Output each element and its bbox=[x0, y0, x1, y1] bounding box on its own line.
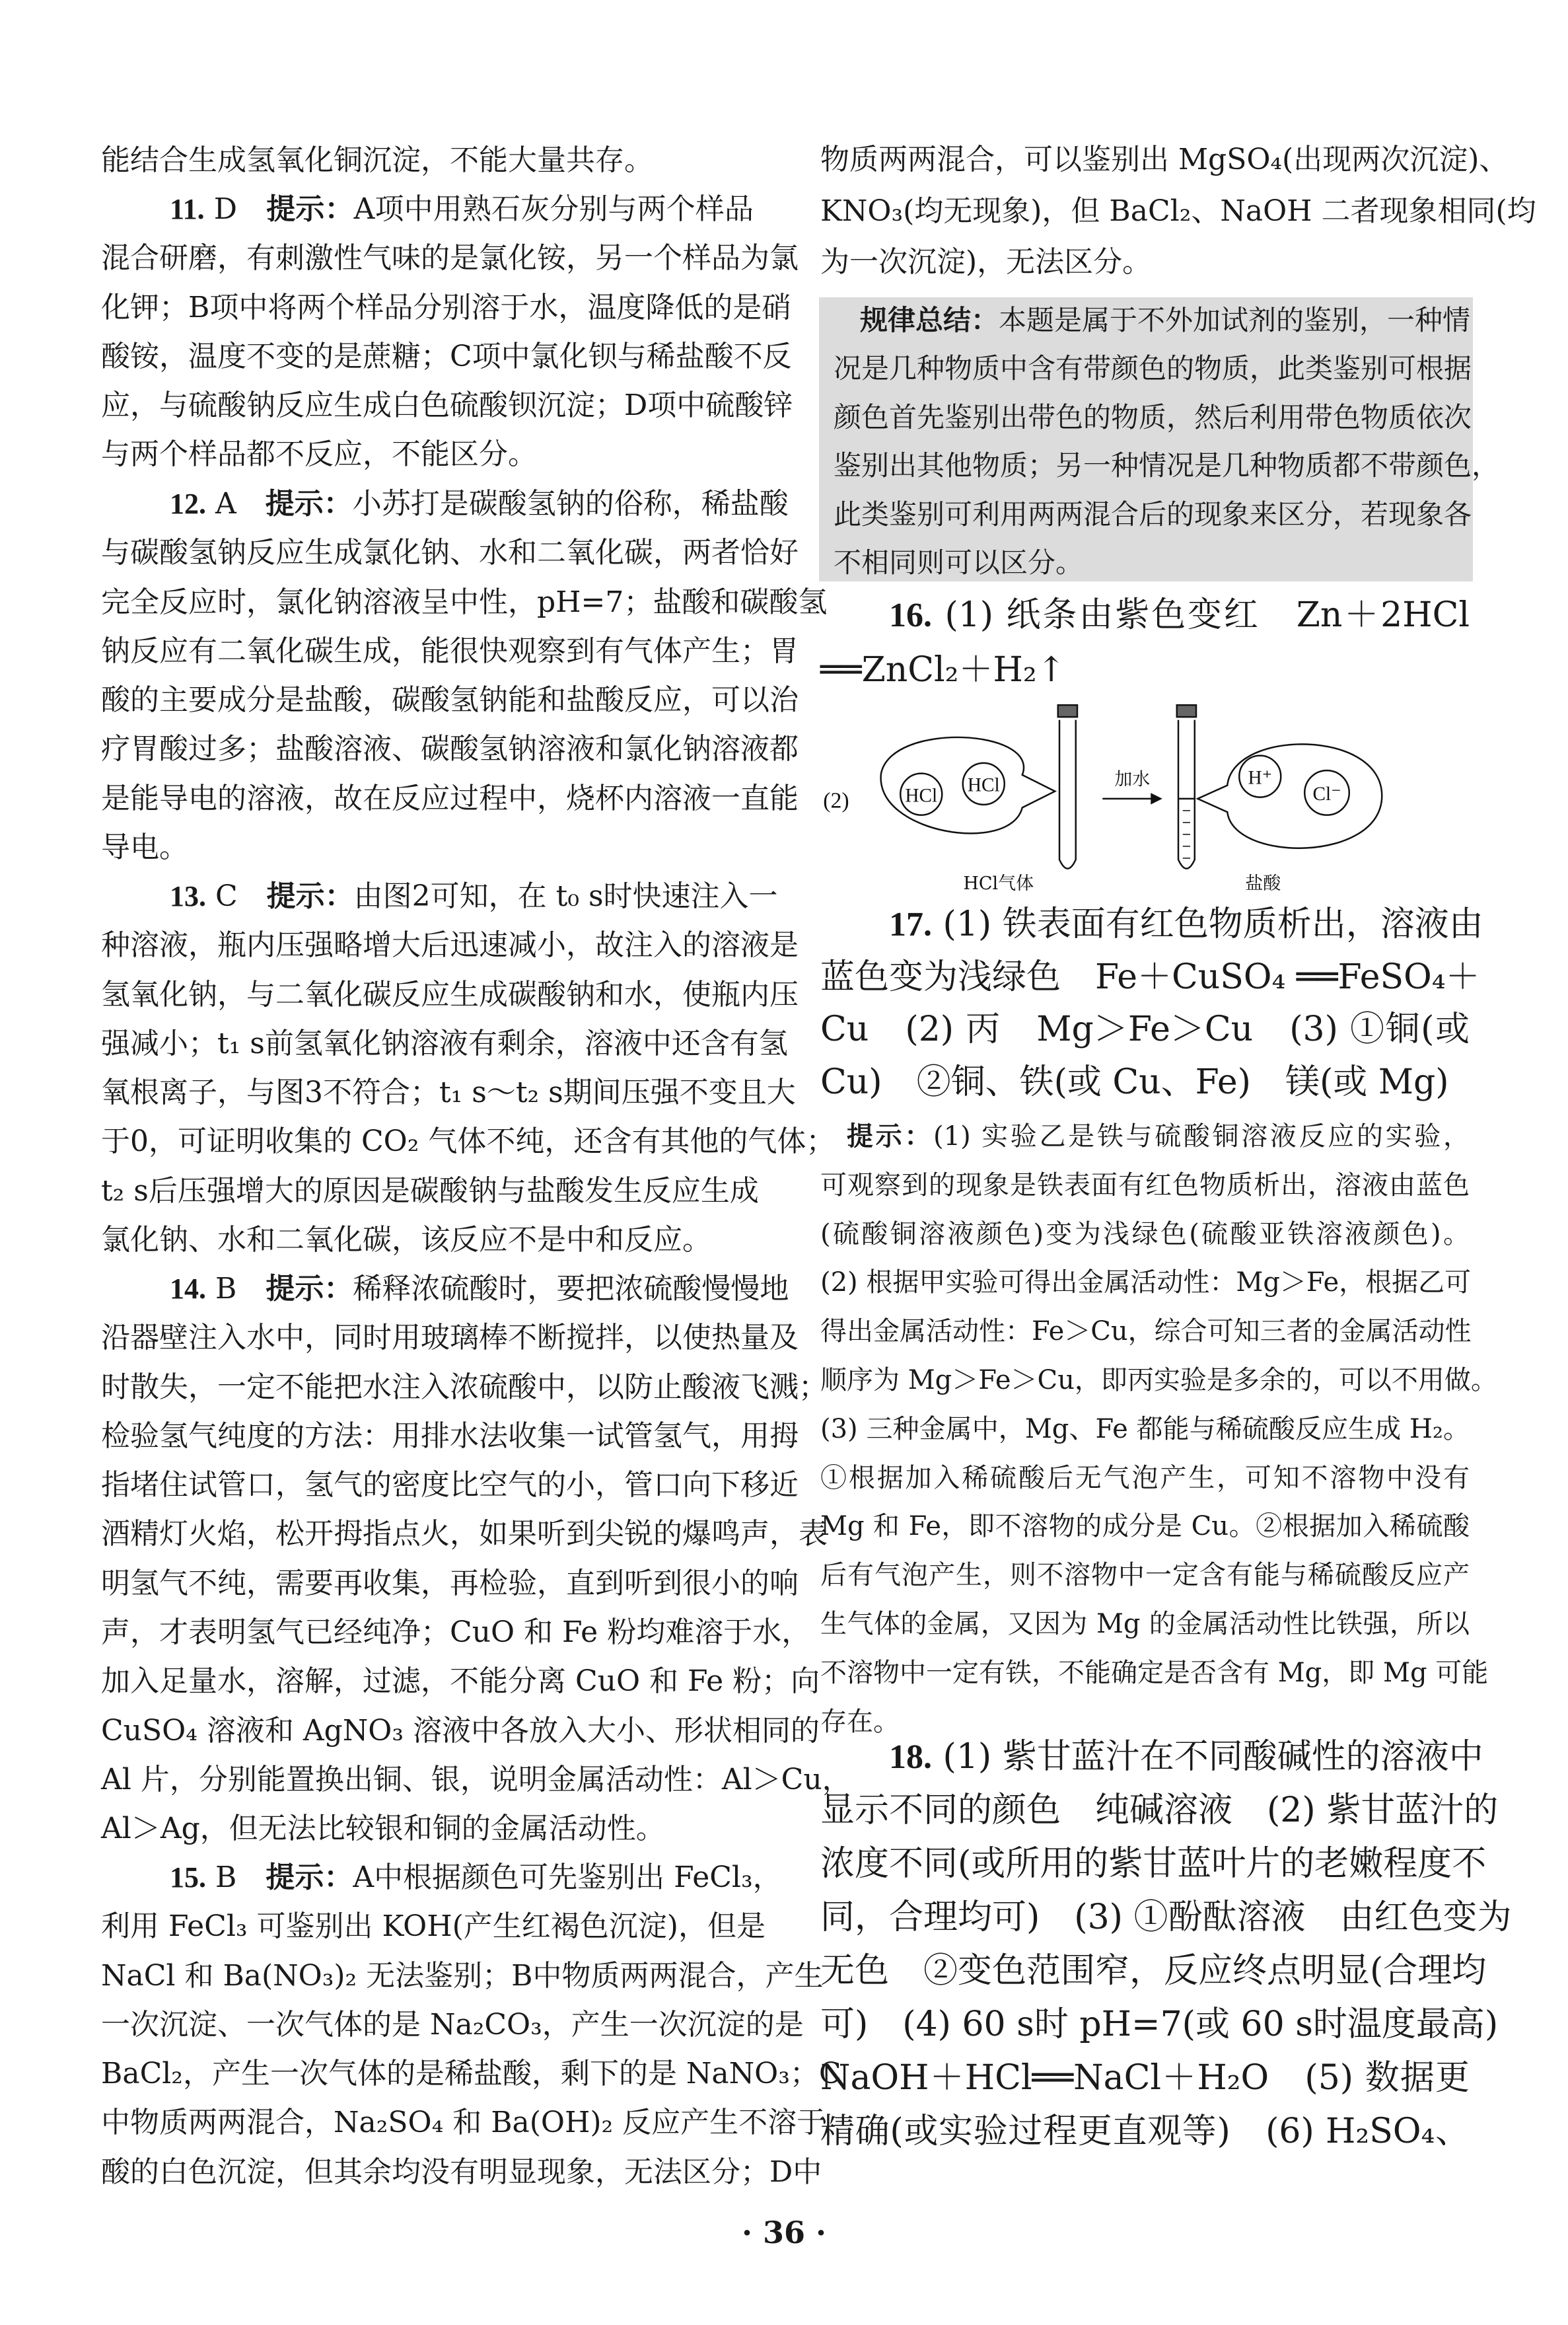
text-line bbox=[101, 1019, 788, 1068]
text-line bbox=[820, 1259, 1470, 1308]
text-line bbox=[101, 1461, 799, 1510]
solution-test-tube bbox=[1177, 705, 1196, 869]
text-line bbox=[101, 1608, 811, 1657]
text-line bbox=[820, 1454, 1470, 1503]
text-line bbox=[101, 1804, 754, 1853]
text-line bbox=[101, 1755, 851, 1804]
text-line bbox=[820, 1730, 1483, 1784]
text-line bbox=[101, 2148, 822, 2197]
text-line bbox=[101, 676, 799, 725]
line-text: Cu (2) 丙 Mg＞Fe＞Cu (3) ①铜(或 bbox=[820, 1010, 1470, 1049]
q13-block bbox=[101, 872, 836, 1265]
line-text: 利用 FeCl₃ 可鉴别出 KOH(产生红褐色沉淀)，但是 bbox=[101, 1909, 766, 1944]
line-text: A项中用熟石灰分别与两个样品 bbox=[353, 192, 754, 226]
line-text: 可观察到的现象是铁表面有红色物质析出，溶液由蓝色 bbox=[820, 1169, 1470, 1200]
answer-letter: A bbox=[215, 487, 236, 521]
line-text: t₂ s后压强增大的原因是碳酸钠与盐酸发生反应生成 bbox=[101, 1173, 759, 1208]
text-line bbox=[101, 1902, 766, 1951]
line-text: 可) (4) 60 s时 pH=7(或 60 s时温度最高) bbox=[820, 2005, 1499, 2044]
text-line bbox=[101, 1412, 799, 1461]
line-text: 浓度不同(或所用的紫甘蓝叶片的老嫩程度不 bbox=[820, 1844, 1487, 1884]
hint-label: 提示： bbox=[847, 1121, 934, 1152]
line-text: 沿器壁注入水中，同时用玻璃棒不断搅拌，以使热量及 bbox=[101, 1321, 799, 1355]
text-line bbox=[834, 344, 1472, 392]
line-text: 为一次沉淀)，无法区分。 bbox=[820, 245, 1152, 279]
text-line bbox=[101, 725, 799, 774]
question-number: 14. bbox=[170, 1273, 206, 1305]
q15-block bbox=[101, 1853, 841, 2197]
line-text: 稀释浓硫酸时，要把浓硫酸慢慢地 bbox=[353, 1272, 789, 1306]
q17-block bbox=[820, 899, 1483, 1109]
line-text: 得出金属活动性：Fe＞Cu，综合可知三者的金属活动性 bbox=[820, 1316, 1472, 1347]
q16-block bbox=[820, 588, 1470, 698]
arrow-label: 加水 bbox=[1114, 769, 1151, 790]
line-text: (2) 根据甲实验可得出金属活动性：Mg＞Fe，根据乙可 bbox=[820, 1267, 1472, 1298]
text-line bbox=[101, 578, 828, 627]
line-text: 于0，可证明收集的 CO₂ 气体不纯，还含有其他的气体； bbox=[101, 1125, 836, 1159]
text-line bbox=[101, 1952, 824, 2001]
text-line bbox=[820, 1210, 1470, 1259]
text-line bbox=[101, 1510, 828, 1559]
line-text: 是能导电的溶液，故在反应过程中，烧杯内溶液一直能 bbox=[101, 781, 799, 815]
line-text: Al＞Ag，但无法比较银和铜的金属活动性。 bbox=[101, 1812, 665, 1846]
text-line bbox=[101, 1853, 782, 1902]
text-line bbox=[101, 185, 754, 234]
line-text: 钠反应有二氧化碳生成，能很快观察到有气体产生；胃 bbox=[101, 634, 799, 668]
line-text: 蓝色变为浅绿色 Fe＋CuSO₄ ══FeSO₄＋ bbox=[820, 957, 1480, 997]
line-text: (硫酸铜溶液颜色)变为浅绿色(硫酸亚铁溶液颜色)。 bbox=[820, 1218, 1470, 1249]
text-line bbox=[820, 1162, 1470, 1210]
text-line bbox=[101, 1707, 820, 1755]
text-line bbox=[101, 2001, 804, 2049]
line-text: 酒精灯火焰，松开拇指点火，如果听到尖锐的爆鸣声，表 bbox=[101, 1517, 828, 1551]
line-text: 显示不同的颜色 纯碱溶液 (2) 紫甘蓝汁的 bbox=[820, 1790, 1499, 1830]
line-text: 强减小；t₁ s前氢氧化钠溶液有剩余，溶液中还含有氢 bbox=[101, 1026, 788, 1060]
text-line bbox=[101, 136, 754, 185]
text-line bbox=[820, 186, 1536, 237]
hint-label: 提示： bbox=[266, 192, 354, 226]
text-line bbox=[820, 1891, 1512, 1944]
q18-block bbox=[820, 1730, 1512, 2159]
line-text: 颜色首先鉴别出带色的物质，然后利用带色物质依次 bbox=[834, 400, 1472, 433]
line-text: 物质两两混合，可以鉴别出 MgSO₄(出现两次沉淀)、 bbox=[820, 143, 1509, 176]
question-number: 12. bbox=[170, 488, 206, 520]
answer-letter: B bbox=[215, 1861, 237, 1894]
hint-label: 提示： bbox=[266, 1861, 353, 1894]
answer-letter: C bbox=[215, 879, 238, 913]
text-line bbox=[820, 134, 1509, 186]
line-text: (1) 实验乙是铁与硫酸铜溶液反应的实验， bbox=[933, 1121, 1470, 1152]
line-text: 氧根离子，与图3不符合；t₁ s～t₂ s期间压强不变且大 bbox=[101, 1076, 796, 1110]
line-text: 完全反应时，氯化钠溶液呈中性，pH=7；盐酸和碳酸氢 bbox=[101, 585, 828, 619]
text-line bbox=[820, 1056, 1470, 1109]
hint-label: 提示： bbox=[266, 879, 354, 913]
text-line bbox=[820, 1784, 1499, 1837]
line-text: 应，与硫酸钠反应生成白色硫酸钡沉淀；D项中硫酸锌 bbox=[101, 388, 793, 423]
text-line bbox=[101, 332, 792, 381]
question-number: 17. bbox=[889, 906, 932, 943]
empty-test-tube bbox=[1058, 705, 1077, 869]
chloride-ion-label: Cl⁻ bbox=[1312, 784, 1341, 805]
intro-block bbox=[101, 136, 754, 185]
text-line bbox=[820, 899, 1483, 951]
line-text: 导电。 bbox=[101, 830, 188, 865]
line-text: 混合研磨，有刺激性气味的是氯化铵，另一个样品为氯 bbox=[101, 241, 799, 276]
line-text: Cu) ②铜、铁(或 Cu、Fe) 镁(或 Mg) bbox=[820, 1062, 1449, 1102]
answer-letter: D bbox=[213, 192, 237, 226]
text-line bbox=[820, 588, 1470, 643]
text-line bbox=[101, 234, 799, 283]
line-text: 中物质两两混合，Na₂SO₄ 和 Ba(OH)₂ 反应产生不溶于 bbox=[101, 2106, 826, 2140]
line-text: 不相同则可以区分。 bbox=[834, 546, 1084, 579]
line-text: 声，才表明氢气已经纯净；CuO 和 Fe 粉均难溶于水， bbox=[101, 1615, 811, 1650]
text-line bbox=[101, 2049, 841, 2098]
right-callout-bubble bbox=[1197, 744, 1382, 848]
line-text: A中根据颜色可先鉴别出 FeCl₃， bbox=[353, 1861, 782, 1894]
line-text: 检验氢气纯度的方法：用排水法收集一试管氢气，用拇 bbox=[101, 1419, 799, 1453]
line-text: 后有气泡产生，则不溶物中一定含有能与稀硫酸反应产 bbox=[820, 1560, 1470, 1591]
line-text: 与两个样品都不反应，不能区分。 bbox=[101, 437, 537, 472]
line-text: 明氢气不纯，需要再收集，再检验，直到听到很小的响 bbox=[101, 1566, 799, 1600]
text-line bbox=[820, 2105, 1470, 2159]
text-line bbox=[820, 1502, 1470, 1551]
text-line bbox=[101, 971, 799, 1019]
text-line bbox=[101, 774, 799, 823]
text-line bbox=[820, 1356, 1497, 1405]
question-number: 13. bbox=[170, 880, 206, 912]
line-text: ══ZnCl₂＋H₂↑ bbox=[820, 650, 1066, 690]
text-line bbox=[820, 237, 1470, 288]
text-line bbox=[834, 538, 1461, 587]
line-text: NaOH＋HCl══NaCl＋H₂O (5) 数据更 bbox=[820, 2058, 1470, 2098]
text-line bbox=[101, 1363, 828, 1412]
question-number: 16. bbox=[889, 597, 932, 634]
page-number: · 36 · bbox=[741, 2215, 827, 2250]
text-line bbox=[820, 1600, 1470, 1649]
text-line bbox=[101, 1559, 799, 1608]
line-text: Mg 和 Fe，即不溶物的成分是 Cu。②根据加入稀硫酸 bbox=[820, 1511, 1470, 1542]
text-line bbox=[101, 1068, 796, 1117]
line-text: NaCl 和 Ba(NO₃)₂ 无法鉴别；B中物质两两混合，产生 bbox=[101, 1958, 824, 1993]
line-text: 氢氧化钠，与二氧化碳反应生成碳酸钠和水，使瓶内压 bbox=[101, 977, 799, 1012]
text-line bbox=[101, 1216, 754, 1265]
hint-label: 规律总结： bbox=[860, 304, 999, 336]
line-text: 时散失，一定不能把水注入浓硫酸中，以防止酸液飞溅； bbox=[101, 1370, 828, 1404]
text-line bbox=[820, 1004, 1470, 1056]
hcl-molecule-label: HCl bbox=[905, 785, 938, 807]
line-text: (1) 纸条由紫色变红 Zn＋2HCl bbox=[944, 595, 1470, 635]
question-number: 11. bbox=[170, 193, 205, 225]
line-text: 精确(或实验过程更直观等) (6) H₂SO₄、 bbox=[820, 2112, 1470, 2151]
text-line bbox=[101, 480, 789, 529]
text-line bbox=[820, 1944, 1487, 1998]
q17-hint-block bbox=[820, 1113, 1497, 1746]
line-text: 疗胃酸过多；盐酸溶液、碳酸氢钠溶液和氯化钠溶液都 bbox=[101, 732, 799, 766]
hint-label: 提示： bbox=[265, 487, 353, 521]
text-line bbox=[101, 823, 754, 872]
line-text: KNO₃(均无现象)，但 BaCl₂、NaOH 二者现象相同(均 bbox=[820, 194, 1536, 228]
text-line bbox=[101, 1117, 836, 1166]
line-text: 顺序为 Mg＞Fe＞Cu，即丙实验是多余的，可以不用做。 bbox=[820, 1364, 1497, 1395]
line-text: 与碳酸氢钠反应生成氯化钠、水和二氧化碳，两者恰好 bbox=[101, 536, 799, 570]
line-text: Al 片，分别能置换出铜、银，说明金属活动性：Al＞Cu， bbox=[101, 1762, 851, 1796]
text-line bbox=[820, 1405, 1470, 1454]
answer-letter: B bbox=[215, 1272, 237, 1306]
hcl-molecule-label: HCl bbox=[967, 774, 1000, 796]
text-line bbox=[820, 1551, 1470, 1600]
text-line bbox=[101, 2098, 826, 2147]
text-line bbox=[834, 393, 1472, 441]
text-line bbox=[101, 529, 799, 577]
line-text: 此类鉴别可利用两两混合后的现象来区分，若现象各 bbox=[834, 498, 1472, 531]
line-text: 况是几种物质中含有带颜色的物质，此类鉴别可根据 bbox=[834, 352, 1472, 385]
text-line bbox=[820, 1308, 1470, 1356]
text-line bbox=[101, 872, 778, 921]
text-line bbox=[101, 921, 799, 970]
q15-cont-block bbox=[820, 134, 1536, 288]
summary-block bbox=[834, 296, 1500, 587]
text-line bbox=[820, 1649, 1489, 1698]
text-line bbox=[834, 296, 1471, 344]
line-text: 本题是属于不外加试剂的鉴别，一种情 bbox=[999, 304, 1471, 336]
hcl-dissolution-diagram bbox=[810, 699, 1404, 900]
diagram-part-label: (2) bbox=[823, 788, 849, 813]
question-number: 15. bbox=[170, 1861, 206, 1894]
line-text: 小苏打是碳酸氢钠的俗称，稀盐酸 bbox=[352, 487, 789, 521]
line-text: BaCl₂，产生一次气体的是稀盐酸，剩下的是 NaNO₃；C bbox=[101, 2057, 841, 2091]
text-line bbox=[101, 381, 793, 430]
text-line bbox=[101, 627, 799, 676]
line-text: 酸铵，温度不变的是蔗糖；C项中氯化钡与稀盐酸不反 bbox=[101, 339, 792, 373]
text-line bbox=[820, 1837, 1487, 1891]
q12-block bbox=[101, 480, 828, 872]
line-text: 指堵住试管口，氢气的密度比空气的小，管口向下移近 bbox=[101, 1468, 799, 1502]
text-line bbox=[834, 490, 1472, 538]
line-text: 同，合理均可) (3) ①酚酞溶液 由红色变为 bbox=[820, 1898, 1512, 1937]
text-line bbox=[820, 951, 1480, 1004]
text-line bbox=[101, 1167, 759, 1216]
text-line bbox=[820, 1113, 1470, 1162]
text-line bbox=[820, 1998, 1499, 2051]
text-line bbox=[101, 430, 754, 479]
text-line bbox=[101, 1657, 820, 1706]
text-line bbox=[101, 283, 791, 332]
line-text: 种溶液，瓶内压强略增大后迅速减小，故注入的溶液是 bbox=[101, 928, 799, 963]
question-number: 18. bbox=[889, 1738, 932, 1776]
line-text: 由图2可知，在 t₀ s时快速注入一 bbox=[353, 879, 778, 913]
line-text: 存在。 bbox=[820, 1706, 900, 1737]
hcl-gas-caption: HCl气体 bbox=[963, 873, 1034, 895]
line-text: (3) 三种金属中，Mg、Fe 都能与稀硫酸反应生成 H₂。 bbox=[820, 1413, 1470, 1444]
line-text: (1) 铁表面有红色物质析出，溶液由 bbox=[943, 904, 1483, 944]
text-line bbox=[820, 643, 1470, 698]
text-line bbox=[820, 2051, 1470, 2105]
hydrochloric-acid-caption: 盐酸 bbox=[1245, 873, 1281, 895]
text-line bbox=[101, 1313, 799, 1362]
q11-block bbox=[101, 185, 799, 480]
line-text: 加入足量水，溶解，过滤，不能分离 CuO 和 Fe 粉；向 bbox=[101, 1664, 820, 1699]
line-text: ①根据加入稀硫酸后无气泡产生，可知不溶物中没有 bbox=[820, 1462, 1470, 1493]
line-text: 能结合生成氢氧化铜沉淀，不能大量共存。 bbox=[101, 143, 653, 177]
line-text: 一次沉淀、一次气体的是 Na₂CO₃，产生一次沉淀的是 bbox=[101, 2007, 804, 2042]
hint-label: 提示： bbox=[266, 1272, 353, 1306]
line-text: 不溶物中一定有铁，不能确定是否含有 Mg，即 Mg 可能 bbox=[820, 1657, 1489, 1688]
line-text: 酸的白色沉淀，但其余均没有明显现象，无法区分；D中 bbox=[101, 2155, 822, 2189]
line-text: 生气体的金属，又因为 Mg 的金属活动性比铁强，所以 bbox=[820, 1608, 1470, 1639]
hydrogen-ion-label: H⁺ bbox=[1248, 767, 1273, 789]
line-text: 无色 ②变色范围窄，反应终点明显(合理均 bbox=[820, 1951, 1487, 1991]
line-text: (1) 紫甘蓝汁在不同酸碱性的溶液中 bbox=[943, 1737, 1483, 1777]
q14-block bbox=[101, 1265, 851, 1854]
text-line bbox=[834, 441, 1500, 490]
line-text: 鉴别出其他物质；另一种情况是几种物质都不带颜色， bbox=[834, 449, 1500, 482]
line-text: 酸的主要成分是盐酸，碳酸氢钠能和盐酸反应，可以治 bbox=[101, 683, 799, 718]
line-text: CuSO₄ 溶液和 AgNO₃ 溶液中各放入大小、形状相同的 bbox=[101, 1713, 820, 1748]
line-text: 氯化钠、水和二氧化碳，该反应不是中和反应。 bbox=[101, 1223, 711, 1257]
line-text: 化钾；B项中将两个样品分别溶于水，温度降低的是硝 bbox=[101, 290, 791, 324]
text-line bbox=[101, 1265, 789, 1313]
